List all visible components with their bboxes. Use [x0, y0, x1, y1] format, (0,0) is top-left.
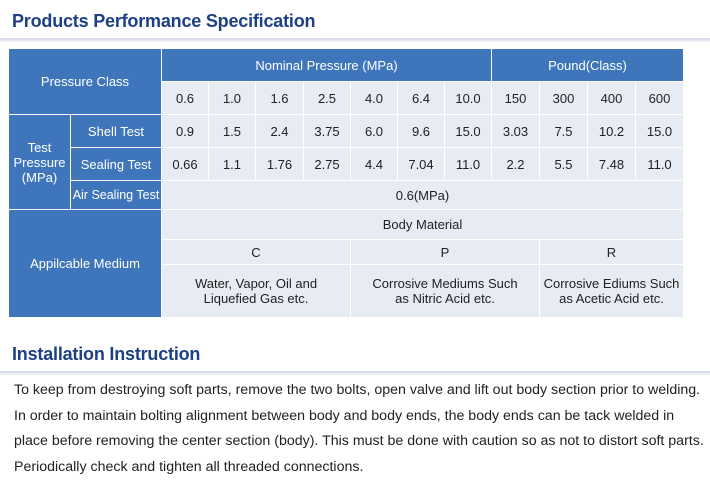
table-row	[9, 49, 683, 81]
spec-table	[8, 48, 684, 318]
test-pressure-line: Test	[27, 139, 52, 155]
material-desc-c	[162, 265, 350, 317]
pressure-class-header: Pressure Class	[9, 49, 161, 114]
table-row	[9, 181, 683, 209]
sealing-test-label: Sealing Test	[71, 148, 161, 180]
shell-value: 3.03	[492, 115, 539, 147]
pound-value: 600	[636, 82, 683, 114]
air-sealing-test-label: Air Sealing Test	[71, 181, 161, 209]
pound-value: 300	[540, 82, 587, 114]
material-code-r: R	[540, 240, 683, 264]
title-underline	[0, 38, 710, 42]
installation-title: Installation Instruction	[12, 344, 201, 364]
nominal-value: 0.6	[162, 82, 208, 114]
shell-value: 3.75	[304, 115, 350, 147]
shell-test-label: Shell Test	[71, 115, 161, 147]
material-desc-line: as Nitric Acid etc.	[395, 291, 495, 306]
material-desc-line: Corrosive Mediums Such	[372, 276, 518, 291]
table-row	[9, 115, 683, 147]
shell-value: 1.5	[209, 115, 255, 147]
sealing-value: 4.4	[351, 148, 397, 180]
air-sealing-value: 0.6(MPa)	[162, 181, 683, 209]
body-material-header: Body Material	[162, 210, 683, 239]
shell-value: 10.2	[588, 115, 635, 147]
shell-value: 2.4	[256, 115, 303, 147]
nominal-value: 1.0	[209, 82, 255, 114]
nominal-value: 6.4	[398, 82, 444, 114]
applicable-medium-header: Appilcable Medium	[9, 210, 161, 317]
installation-text: To keep from destroying soft parts, remove the two bolts, open valve and lift out body section prior to welding. In order to maintain bolting alignment between body and body ends, the body ends can be tack welded in place before removing the center section (body). This must be done with caution so as not to distort soft parts. Periodically check and tighten all threaded connections.	[14, 382, 704, 475]
test-pressure-line: Pressure	[13, 154, 66, 170]
material-desc-line: as Acetic Acid etc.	[559, 291, 664, 306]
sealing-value: 2.75	[304, 148, 350, 180]
shell-value: 15.0	[636, 115, 683, 147]
sealing-value: 1.76	[256, 148, 303, 180]
material-desc-line: Corrosive Ediums Such	[543, 276, 680, 291]
material-desc-p	[351, 265, 539, 317]
nominal-pressure-header: Nominal Pressure (MPa)	[162, 49, 491, 81]
shell-value: 0.9	[162, 115, 208, 147]
sealing-value: 11.0	[636, 148, 683, 180]
pound-value: 150	[492, 82, 539, 114]
sealing-value: 11.0	[445, 148, 491, 180]
sealing-value: 5.5	[540, 148, 587, 180]
nominal-value: 2.5	[304, 82, 350, 114]
sealing-value: 0.66	[162, 148, 208, 180]
material-code-p: P	[351, 240, 539, 264]
table-row	[9, 210, 683, 239]
shell-value: 7.5	[540, 115, 587, 147]
material-desc-line: Water, Vapor, Oil and	[194, 276, 318, 291]
material-desc-r	[540, 265, 683, 317]
sealing-value: 1.1	[209, 148, 255, 180]
shell-value: 9.6	[398, 115, 444, 147]
nominal-value: 1.6	[256, 82, 303, 114]
nominal-value: 10.0	[445, 82, 491, 114]
material-desc-line: Liquefied Gas etc.	[203, 291, 309, 306]
table-row	[9, 148, 683, 180]
shell-value: 15.0	[445, 115, 491, 147]
pound-class-header: Pound(Class)	[492, 49, 683, 81]
title-underline	[0, 371, 710, 375]
material-code-c: C	[162, 240, 350, 264]
test-pressure-line: (MPa)	[21, 169, 58, 185]
nominal-value: 4.0	[351, 82, 397, 114]
pound-value: 400	[588, 82, 635, 114]
sealing-value: 7.48	[588, 148, 635, 180]
sealing-value: 2.2	[492, 148, 539, 180]
test-pressure-header	[9, 115, 70, 209]
spec-title: Products Performance Specification	[12, 11, 316, 31]
shell-value: 6.0	[351, 115, 397, 147]
sealing-value: 7.04	[398, 148, 444, 180]
